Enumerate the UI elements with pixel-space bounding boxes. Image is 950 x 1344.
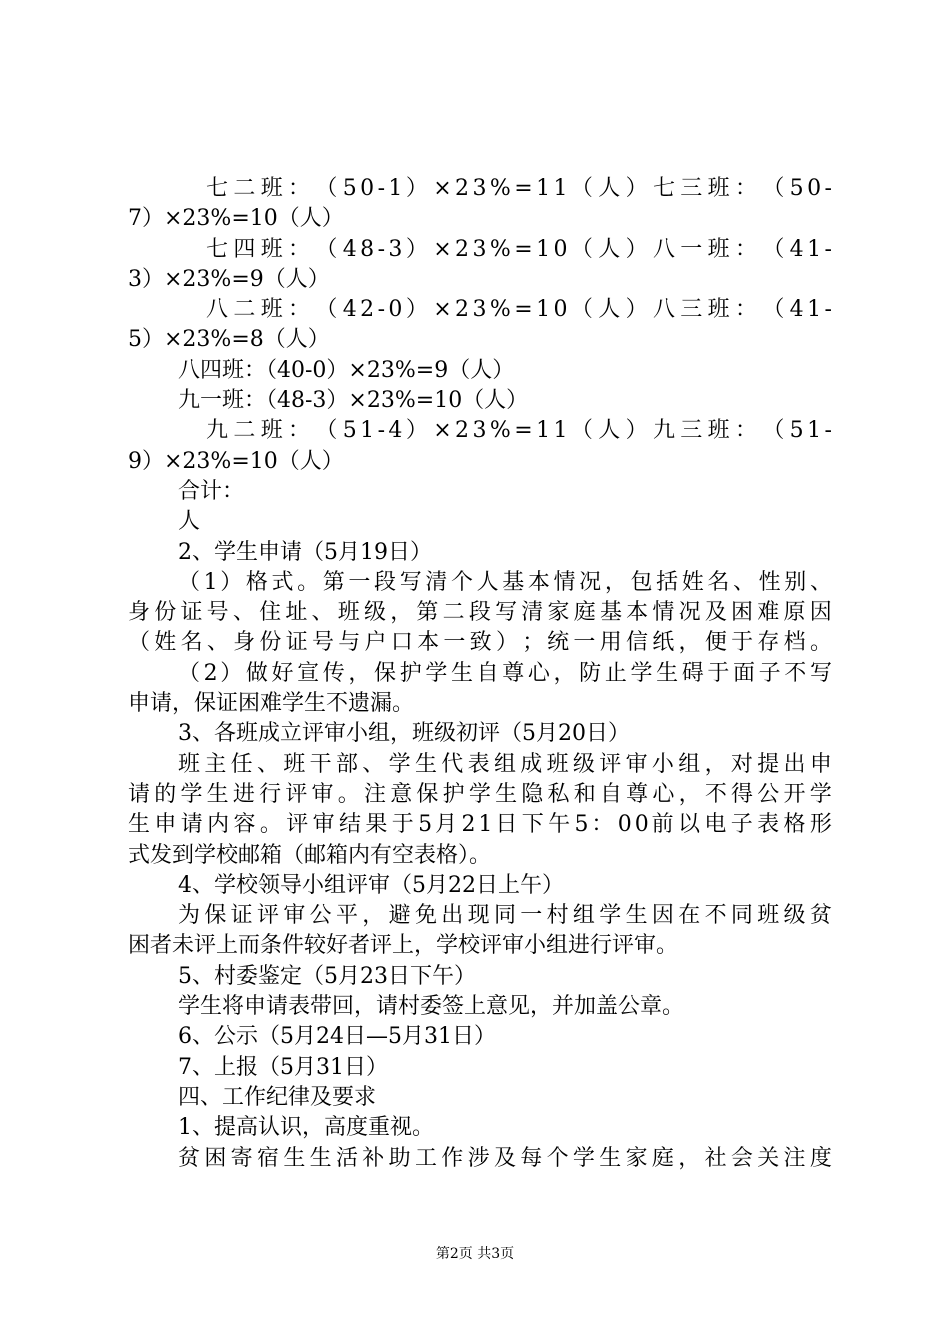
- text-line: （ 姓 名 、 身 份 证 号 与 户 口 本 一 致 ） ； 统 一 用 信 纸 ， 便 于 存 档 。: [128, 630, 832, 656]
- section-heading: 2、学生申请（5月19日）: [178, 539, 432, 565]
- text-line: 身 份 证 号 、 住 址 、 班 级 ， 第 二 段 写 清 家 庭 基 本 情 况 及 困 难 原 因: [128, 600, 832, 626]
- text-line: 生 申 请 内 容 。 评 审 结 果 于 5 月 2 1 日 下 午 5 ： 0 0 前 以 电 子 表 格 形: [128, 812, 832, 838]
- text-line: 人: [178, 509, 201, 535]
- text-line: 八 二 班 ： （ 4 2 - 0 ） × 2 3 % = 1 0 （ 人 ） 八 三 班 ： （ 4 1 -: [206, 297, 832, 323]
- text-line: 八四班：（40-0）×23%=9（人）: [178, 357, 515, 383]
- text-line: 合计：: [178, 478, 245, 504]
- text-line: 请 的 学 生 进 行 评 审 。 注 意 保 护 学 生 隐 私 和 自 尊 心 ， 不 得 公 开 学: [128, 781, 832, 807]
- document-body: [128, 174, 832, 1174]
- section-heading: 四、工作纪律及要求: [178, 1084, 377, 1110]
- text-line: 3）×23%=9（人）: [128, 266, 330, 292]
- text-line: 七 四 班 ： （ 4 8 - 3 ） × 2 3 % = 1 0 （ 人 ） 八 一 班 ： （ 4 1 -: [206, 236, 832, 262]
- text-line: 为 保 证 评 审 公 平 ， 避 免 出 现 同 一 村 组 学 生 因 在 不 同 班 级 贫: [178, 903, 832, 929]
- text-line: 式发到学校邮箱（邮箱内有空表格）。: [128, 842, 492, 868]
- text-line: 5）×23%=8（人）: [128, 327, 330, 353]
- section-heading: 5、村委鉴定（5月23日下午）: [178, 963, 476, 989]
- page-footer: 第2页 共3页: [435, 1246, 515, 1262]
- text-line: 学生将申请表带回，请村委签上意见，并加盖公章。: [178, 994, 685, 1020]
- text-line: （ 1 ） 格 式 。 第 一 段 写 清 个 人 基 本 情 况 ， 包 括 姓 名 、 性 别 、: [178, 569, 832, 595]
- text-line: 班 主 任 、 班 干 部 、 学 生 代 表 组 成 班 级 评 审 小 组 ， 对 提 出 申: [178, 751, 832, 777]
- text-line: 七 二 班 ： （ 5 0 - 1 ） × 2 3 % = 1 1 （ 人 ） 七 三 班 ： （ 5 0 -: [206, 176, 832, 201]
- text-line: （ 2 ） 做 好 宣 传 ， 保 护 学 生 自 尊 心 ， 防 止 学 生 碍 于 面 子 不 写: [178, 660, 832, 686]
- section-heading: 1、提高认识，高度重视。: [178, 1115, 434, 1141]
- section-heading: 4、学校领导小组评审（5月22日上午）: [178, 872, 564, 898]
- text-line: 九 二 班 ： （ 5 1 - 4 ） × 2 3 % = 1 1 （ 人 ） 九 三 班 ： （ 5 1 -: [206, 418, 832, 444]
- text-line: 申请，保证困难学生不遗漏。: [128, 691, 415, 717]
- section-heading: 7、上报（5月31日）: [178, 1054, 388, 1080]
- text-line: 贫 困 寄 宿 生 生 活 补 助 工 作 涉 及 每 个 学 生 家 庭 ， 社 会 关 注 度: [178, 1145, 832, 1171]
- text-line: 7）×23%=10（人）: [128, 206, 344, 232]
- text-line: 9）×23%=10（人）: [128, 448, 344, 474]
- section-heading: 3、各班成立评审小组，班级初评（5月20日）: [178, 721, 630, 747]
- section-heading: 6、公示（5月24日—5月31日）: [178, 1024, 496, 1050]
- text-line: 九一班：（48-3）×23%=10（人）: [178, 388, 529, 414]
- text-line: 困者未评上而条件较好者评上，学校评审小组进行评审。: [128, 933, 679, 959]
